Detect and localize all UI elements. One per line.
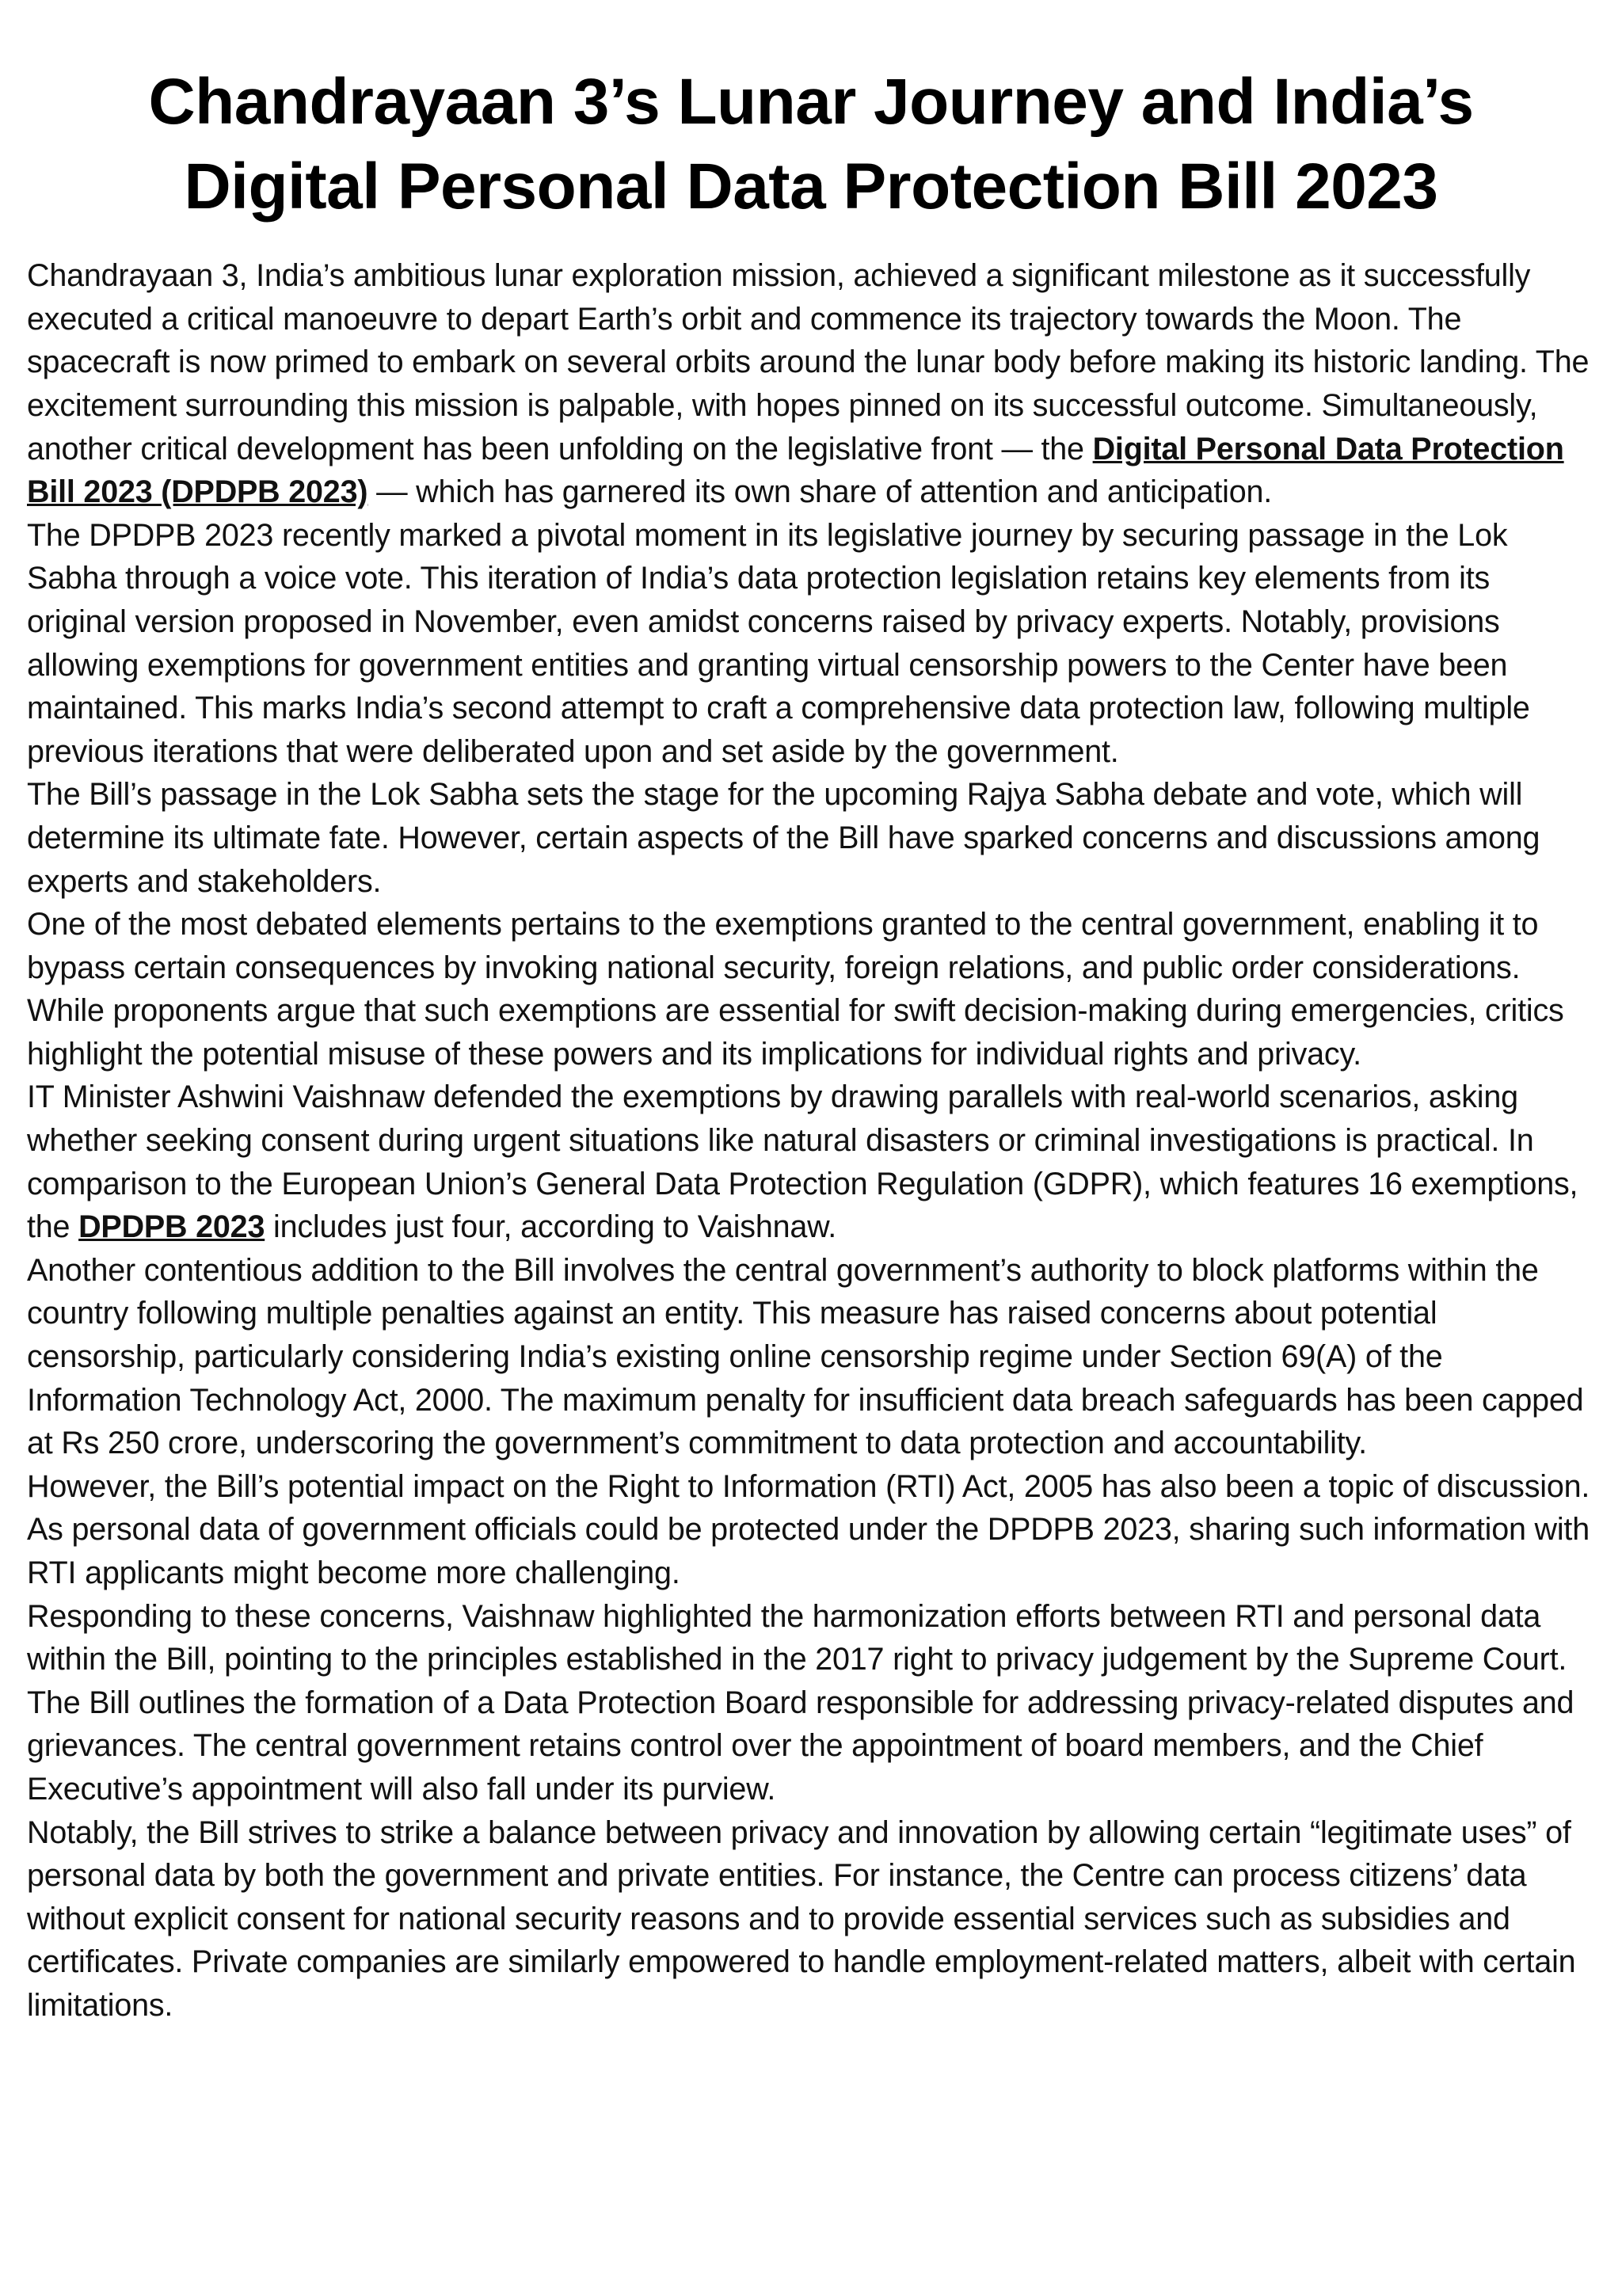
paragraph-1 <box>27 254 1595 514</box>
paragraph-5 <box>27 1076 1595 1248</box>
paragraph-5-text-b: includes just four, according to Vaishnaw. <box>265 1209 837 1245</box>
dpdpb-2023-short-link[interactable]: DPDPB 2023 <box>78 1209 265 1245</box>
paragraph-2: The DPDPB 2023 recently marked a pivotal moment in its legislative journey by securing passage in the Lok Sabha through a voice vote. This iteration of India’s data protection legislation retains key elements from its original version proposed in November, even amidst concerns raised by privacy experts. Notably, provisions allowing exemptions for government entities and granting virtual censorship powers to the Center have been maintained. This marks India’s second attempt to craft a comprehensive data protection law, following multiple previous iterations that were deliberated upon and set aside by the government. <box>27 517 1530 769</box>
dpdpb-2023-link[interactable]: Digital Personal Data Protection Bill 2023 (DPDPB 2023) <box>27 431 1564 510</box>
paragraph-8: Responding to these concerns, Vaishnaw highlighted the harmonization efforts between RTI and personal data within the Bill, pointing to the principles established in the 2017 right to privacy judgement by the Supreme Court. <box>27 1598 1567 1677</box>
article-title <box>27 60 1595 229</box>
title-line-1: Chandrayaan 3’s Lunar Journey and India’s <box>148 66 1474 138</box>
paragraph-7: However, the Bill’s potential impact on the Right to Information (RTI) Act, 2005 has also been a topic of discussion. As personal data of government officials could be protected under the DPDPB 2023, sharing such information with RTI applicants might become more challenging. <box>27 1468 1590 1590</box>
paragraph-6: Another contentious addition to the Bill involves the central government’s authority to block platforms within the country following multiple penalties against an entity. This measure has raised concerns about potential censorship, particularly considering India’s existing online censorship regime under Section 69(A) of the Information Technology Act, 2000. The maximum penalty for insufficient data breach safeguards has been capped at Rs 250 crore, underscoring the government’s commitment to data protection and accountability. <box>27 1252 1584 1461</box>
paragraph-3: The Bill’s passage in the Lok Sabha sets the stage for the upcoming Rajya Sabha debate and vote, which will determine its ultimate fate. However, certain aspects of the Bill have sparked concerns and discussions among experts and stakeholders. <box>27 777 1540 899</box>
paragraph-4: One of the most debated elements pertains to the exemptions granted to the central government, enabling it to bypass certain consequences by invoking national security, foreign relations, and public order considerations. While proponents argue that such exemptions are essential for swift decision-making during emergencies, critics highlight the potential misuse of these powers and its implications for individual rights and privacy. <box>27 907 1564 1072</box>
title-line-2: Digital Personal Data Protection Bill 2023 <box>184 150 1438 223</box>
paragraph-10: Notably, the Bill strives to strike a balance between privacy and innovation by allowing certain “legitimate uses” of personal data by both the government and private entities. For instance, the Centre can process citizens’ data without explicit consent for national security reasons and to provide essential services such as subsidies and certificates. Private companies are similarly empowered to handle employment-related matters, albeit with certain limitations. <box>27 1814 1576 2023</box>
article-body <box>27 254 1595 2027</box>
paragraph-5-text-a: IT Minister Ashwini Vaishnaw defended the exemptions by drawing parallels with real-world scenarios, asking whether seeking consent during urgent situations like natural disasters or criminal investigations is practical. In comparison to the European Union’s General Data Protection Regulation (GDPR), which features 16 exemptions, the <box>27 1079 1578 1245</box>
paragraph-1-text-a: Chandrayaan 3, India’s ambitious lunar exploration mission, achieved a significant milestone as it successfully executed a critical manoeuvre to depart Earth’s orbit and commence its trajectory towards the Moon. The spacecraft is now primed to embark on several orbits around the lunar body before making its historic landing. The excitement surrounding this mission is palpable, with hopes pinned on its successful outcome. Simultaneously, another critical development has been unfolding on the legislative front — the <box>27 258 1590 466</box>
paragraph-1-text-b: — which has garnered its own share of attention and anticipation. <box>367 474 1273 510</box>
paragraph-9: The Bill outlines the formation of a Data Protection Board responsible for addressing privacy-related disputes and grievances. The central government retains control over the appointment of board members, and the Chief Executive’s appointment will also fall under its purview. <box>27 1685 1574 1807</box>
